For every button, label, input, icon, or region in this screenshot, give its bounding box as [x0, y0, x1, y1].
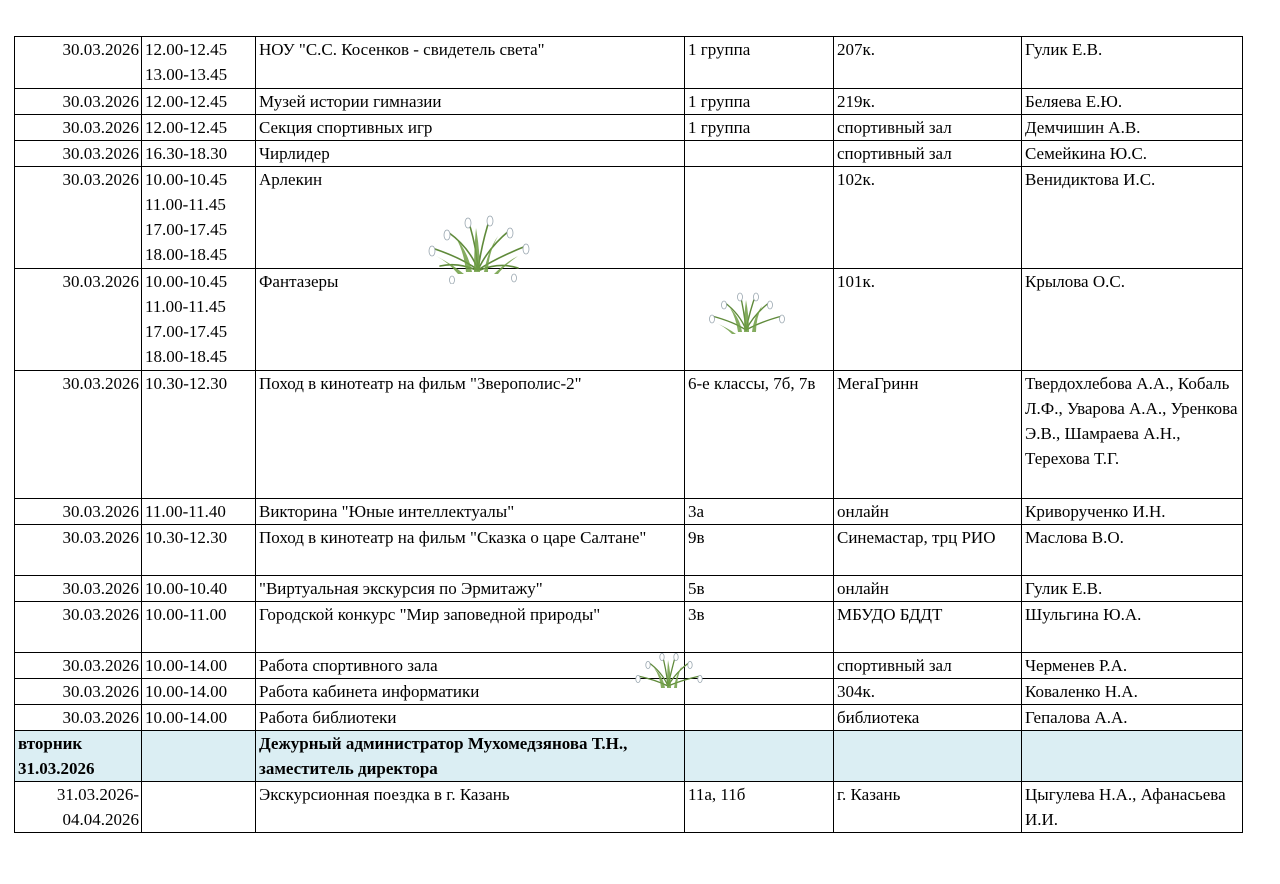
- time-slot: 10.00-14.00: [145, 682, 228, 701]
- date-cell: 30.03.2026: [15, 115, 142, 141]
- place-cell: библиотека: [834, 705, 1022, 731]
- time-slot: 11.00-11.45: [145, 195, 226, 214]
- empty-cell: [685, 731, 834, 782]
- time-slot: 18.00-18.45: [145, 245, 228, 264]
- responsible-cell: Коваленко Н.А.: [1022, 679, 1243, 705]
- schedule-body: [15, 37, 1243, 833]
- time-slot: 10.00-10.45: [145, 272, 228, 291]
- group-cell: [685, 167, 834, 269]
- time-cell: [142, 89, 256, 115]
- empty-cell: [834, 731, 1022, 782]
- place-cell: Синемастар, трц РИО: [834, 525, 1022, 576]
- event-cell: Работа библиотеки: [256, 705, 685, 731]
- group-cell: 6-е классы, 7б, 7в: [685, 371, 834, 499]
- date-cell: 30.03.2026: [15, 602, 142, 653]
- duty-admin-cell: Дежурный администратор Мухомедзянова Т.Н., заместитель директора: [256, 731, 685, 782]
- place-cell: 101к.: [834, 269, 1022, 371]
- time-cell: [142, 371, 256, 499]
- time-slot: 11.00-11.40: [145, 502, 226, 521]
- place-cell: спортивный зал: [834, 653, 1022, 679]
- time-slot: 12.00-12.45: [145, 118, 228, 137]
- snowdrop-flower-icon: [630, 646, 706, 694]
- date-cell: 30.03.2026: [15, 141, 142, 167]
- group-cell: 1 группа: [685, 37, 834, 89]
- time-slot: 12.00-12.45: [145, 40, 228, 59]
- time-slot: 13.00-13.45: [145, 65, 228, 84]
- table-row: [15, 37, 1243, 89]
- empty-cell: [1022, 731, 1243, 782]
- responsible-cell: Маслова В.О.: [1022, 525, 1243, 576]
- time-cell: [142, 705, 256, 731]
- event-cell: Фантазеры: [256, 269, 685, 371]
- day-label-line: вторник: [18, 734, 83, 753]
- place-cell: онлайн: [834, 499, 1022, 525]
- date-cell: 30.03.2026: [15, 576, 142, 602]
- time-cell: [142, 679, 256, 705]
- time-cell: [142, 653, 256, 679]
- responsible-cell: Цыгулева Н.А., Афанасьева И.И.: [1022, 782, 1243, 833]
- day-label-cell: [15, 731, 142, 782]
- place-cell: МегаГринн: [834, 371, 1022, 499]
- responsible-cell: Гулик Е.В.: [1022, 37, 1243, 89]
- responsible-cell: Черменев Р.А.: [1022, 653, 1243, 679]
- responsible-cell: Венидиктова И.С.: [1022, 167, 1243, 269]
- table-row: [15, 782, 1243, 833]
- table-row: [15, 115, 1243, 141]
- time-cell: [142, 37, 256, 89]
- place-cell: г. Казань: [834, 782, 1022, 833]
- time-slot: 17.00-17.45: [145, 322, 228, 341]
- place-cell: 102к.: [834, 167, 1022, 269]
- time-slot: 10.00-14.00: [145, 708, 228, 727]
- event-cell: Работа кабинета информатики: [256, 679, 685, 705]
- date-cell: 30.03.2026: [15, 371, 142, 499]
- place-cell: спортивный зал: [834, 141, 1022, 167]
- event-cell: "Виртуальная экскурсия по Эрмитажу": [256, 576, 685, 602]
- responsible-cell: Демчишин А.В.: [1022, 115, 1243, 141]
- event-cell: Экскурсионная поездка в г. Казань: [256, 782, 685, 833]
- event-cell: Арлекин: [256, 167, 685, 269]
- time-slot: 11.00-11.45: [145, 297, 226, 316]
- event-cell: Музей истории гимназии: [256, 89, 685, 115]
- time-slot: 16.30-18.30: [145, 144, 228, 163]
- place-cell: 304к.: [834, 679, 1022, 705]
- time-cell: [142, 141, 256, 167]
- date-cell: 30.03.2026: [15, 653, 142, 679]
- responsible-cell: Твердохлебова А.А., Кобаль Л.Ф., Уварова А.А., Уренкова Э.В., Шамраева А.Н., Терехова Т.Г.: [1022, 371, 1243, 499]
- time-cell: [142, 269, 256, 371]
- group-cell: [685, 653, 834, 679]
- date-cell: 30.03.2026: [15, 679, 142, 705]
- table-row: [15, 89, 1243, 115]
- table-row: [15, 141, 1243, 167]
- time-cell: [142, 525, 256, 576]
- event-cell: Работа спортивного зала: [256, 653, 685, 679]
- time-cell: [142, 167, 256, 269]
- group-cell: 9в: [685, 525, 834, 576]
- table-row: [15, 679, 1243, 705]
- time-slot: 18.00-18.45: [145, 347, 228, 366]
- date-cell: 30.03.2026: [15, 89, 142, 115]
- date-range-line: 31.03.2026-: [56, 785, 139, 804]
- group-cell: [685, 141, 834, 167]
- responsible-cell: Крылова О.С.: [1022, 269, 1243, 371]
- table-row: [15, 371, 1243, 499]
- event-cell: Секция спортивных игр: [256, 115, 685, 141]
- date-cell: 30.03.2026: [15, 705, 142, 731]
- time-cell: [142, 602, 256, 653]
- time-slot: 10.00-11.00: [145, 605, 227, 624]
- table-row: [15, 653, 1243, 679]
- schedule-table: [14, 36, 1243, 833]
- date-cell: 30.03.2026: [15, 167, 142, 269]
- date-cell: 30.03.2026: [15, 525, 142, 576]
- table-row: [15, 499, 1243, 525]
- snowdrop-flower-icon: [418, 208, 538, 284]
- responsible-cell: Семейкина Ю.С.: [1022, 141, 1243, 167]
- event-cell: Поход в кинотеатр на фильм "Зверополис-2": [256, 371, 685, 499]
- responsible-cell: Криворученко И.Н.: [1022, 499, 1243, 525]
- event-cell: Поход в кинотеатр на фильм "Сказка о царе Салтане": [256, 525, 685, 576]
- place-cell: 219к.: [834, 89, 1022, 115]
- group-cell: 11а, 11б: [685, 782, 834, 833]
- group-cell: [685, 705, 834, 731]
- place-cell: МБУДО БДДТ: [834, 602, 1022, 653]
- time-slot: 10.00-10.40: [145, 579, 228, 598]
- table-row: [15, 576, 1243, 602]
- time-cell: [142, 499, 256, 525]
- empty-cell: [142, 731, 256, 782]
- group-cell: 1 группа: [685, 115, 834, 141]
- day-header-row: [15, 731, 1243, 782]
- date-cell: 30.03.2026: [15, 37, 142, 89]
- responsible-cell: Беляева Е.Ю.: [1022, 89, 1243, 115]
- table-row: [15, 525, 1243, 576]
- group-cell: 5в: [685, 576, 834, 602]
- time-slot: 10.30-12.30: [145, 528, 228, 547]
- table-row: [15, 705, 1243, 731]
- date-range-line: 04.04.2026: [62, 810, 139, 829]
- table-row: [15, 269, 1243, 371]
- group-cell: 1 группа: [685, 89, 834, 115]
- group-cell: 3в: [685, 602, 834, 653]
- time-slot: 10.30-12.30: [145, 374, 228, 393]
- time-slot: 10.00-10.45: [145, 170, 228, 189]
- date-cell: 30.03.2026: [15, 499, 142, 525]
- time-cell: [142, 576, 256, 602]
- place-cell: онлайн: [834, 576, 1022, 602]
- responsible-cell: Гепалова А.А.: [1022, 705, 1243, 731]
- table-row: [15, 602, 1243, 653]
- time-cell: [142, 782, 256, 833]
- table-row: [15, 167, 1243, 269]
- place-cell: 207к.: [834, 37, 1022, 89]
- time-slot: 17.00-17.45: [145, 220, 228, 239]
- responsible-cell: Шульгина Ю.А.: [1022, 602, 1243, 653]
- responsible-cell: Гулик Е.В.: [1022, 576, 1243, 602]
- day-label-line: 31.03.2026: [18, 759, 95, 778]
- event-cell: Чирлидер: [256, 141, 685, 167]
- time-slot: 10.00-14.00: [145, 656, 228, 675]
- group-cell: [685, 679, 834, 705]
- time-cell: [142, 115, 256, 141]
- event-cell: Городской конкурс "Мир заповедной природы": [256, 602, 685, 653]
- event-cell: НОУ "С.С. Косенков - свидетель света": [256, 37, 685, 89]
- snowdrop-flower-icon: [702, 284, 790, 340]
- event-cell: Викторина "Юные интеллектуалы": [256, 499, 685, 525]
- date-range-cell: [15, 782, 142, 833]
- group-cell: 3а: [685, 499, 834, 525]
- date-cell: 30.03.2026: [15, 269, 142, 371]
- time-slot: 12.00-12.45: [145, 92, 228, 111]
- place-cell: спортивный зал: [834, 115, 1022, 141]
